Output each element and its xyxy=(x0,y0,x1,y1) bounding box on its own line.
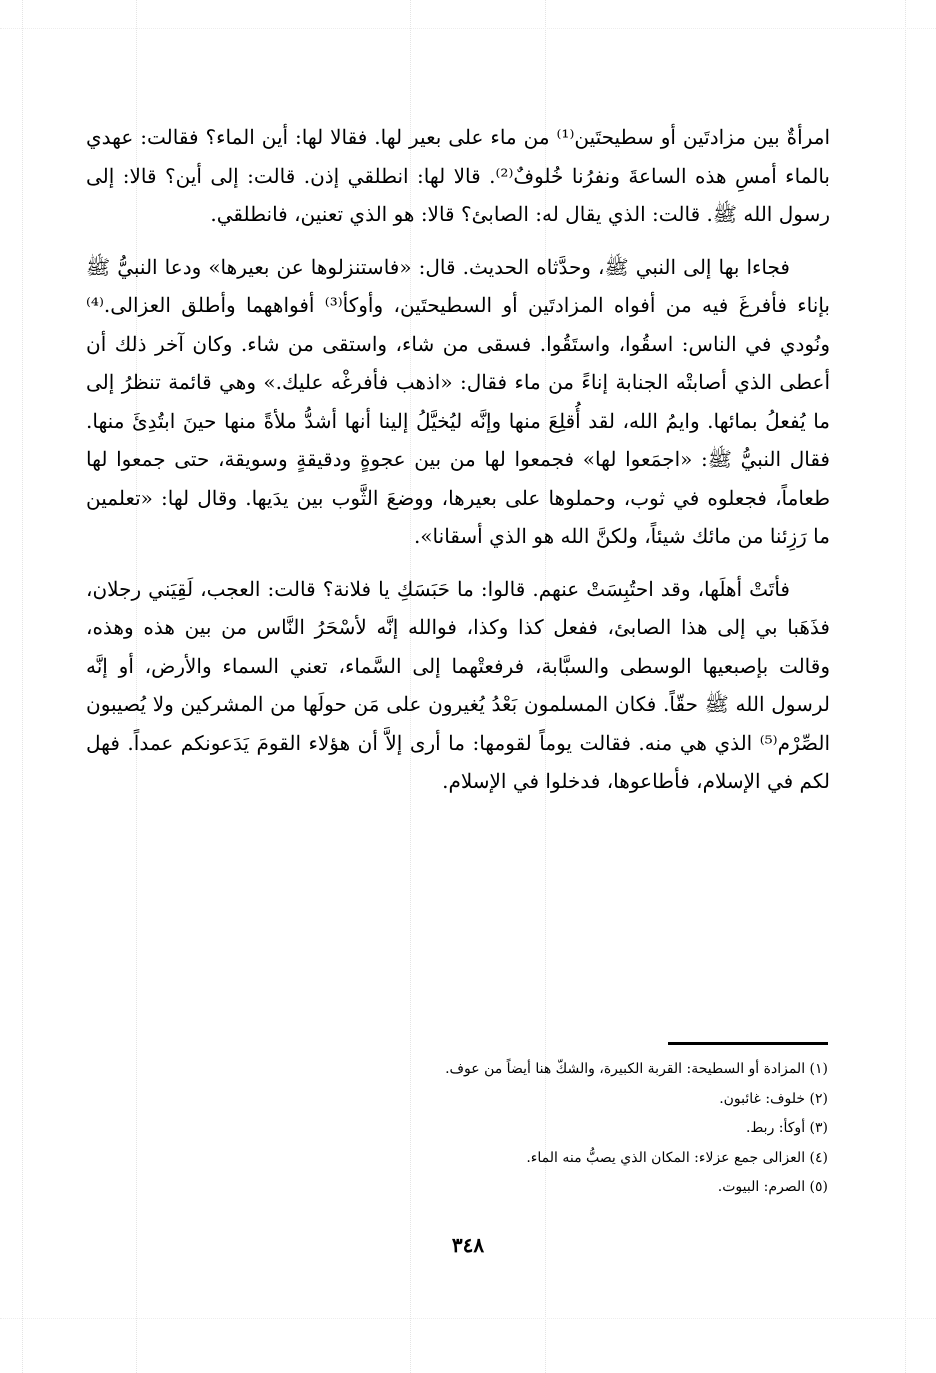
paragraph-1: امرأةٌ بين مزادتَين أو سطيحتَين⁽¹⁾ من ماء على بعير لها. فقالا لها: أين الماء؟ فقالت: عهدي بالماء أمسِ هذه الساعةَ ونفرُنا خُلوفٌ⁽²⁾. قالا لها: انطلقي إذن. قالت: إلى أين؟ قالا: إلى رسول الله ﷺ. قالت: الذي يقال له: الصابئ؟ قالا: هو الذي تعنين، فانطلقي. xyxy=(86,125,830,226)
paragraph-3: فأتَتْ أهلَها، وقد احتُبِسَتْ عنهم. قالوا: ما حَبَسَكِ يا فلانة؟ قالت: العجب، لَقِيَني رجلان، فذَهَبا بي إلى هذا الصابئ، ففعل كذا وكذا، فوالله إنَّه لأسْحَرُ النَّاس من بين هذه وهذه، وقالت بإصبعيها الوسطى والسبَّابة، فرفعتْهما إلى السَّماء، تعني السماء والأرض، أو إنَّه لرسول الله ﷺ حقّاً. فكان المسلمون بَعْدُ يُغيرون على مَن حولَها من المشركين ولا يُصيبون الصِّرْم⁽⁵⁾ الذي هي منه. فقالت يوماً لقومها: ما أرى إلاَّ أن هؤلاء القومَ يَدَعونكم عمداً. فهل لكم في الإسلام، فأطاعوها، فدخلوا في الإسلام. xyxy=(86,576,830,793)
page-number: ٣٤٨ xyxy=(451,1233,485,1257)
body-text xyxy=(86,118,830,801)
scan-artifact-line xyxy=(0,1318,936,1319)
footnote-separator xyxy=(668,1042,828,1045)
footnote-3: (٣) أوكأ: ربط. xyxy=(745,1120,828,1136)
scan-artifact-line xyxy=(0,28,936,29)
footnote-1: (١) المزادة أو السطيحة: القربة الكبيرة، والشكّ هنا أيضاً من عوف. xyxy=(445,1061,828,1077)
footnote-2: (٢) خلوف: غائبون. xyxy=(719,1090,828,1107)
paragraph-2: فجاءا بها إلى النبي ﷺ، وحدَّثاه الحديث. قال: «فاستنزلوها عن بعيرها» ودعا النبيُّ ﷺ بإناء فأفرغَ فيه من أفواه المزادتَين أو السطيحتَين، وأوكأ⁽³⁾ أفواههما وأطلق العزالى.⁽⁴⁾ ونُودي في الناس: اسقُوا، واستَقُوا. فسقى من شاء، واستقى من شاء. وكان آخر ذلك أن أعطى الذي أصابتْه الجنابة إناءً من ماء فقال: «اذهب فأفرغْه عليك.» وهي قائمة تنظرُ إلى ما يُفعلُ بمائها. وايمُ الله، لقد أُقلِعَ منها وإنَّه ليُخيَّلُ إلينا أنها أشدُّ ملأةً منها حينَ ابتُدِئَ منها. فقال النبيُّ ﷺ: «اجمَعوا لها» فجمعوا لها من بين عجوةٍ ودقيقةٍ وسويقة، حتى جمعوا لها طعاماً، فجعلوه في ثوب، وحملوها على بعيرها، ووضعَ الثَّوب بين يدَيها. وقال لها: «تعلمين ما رَزِئنا من مائك شيئاً، ولكنَّ الله هو الذي أسقانا». xyxy=(86,254,830,548)
footnote-4: (٤) العزالى جمع عزلاء: المكان الذي يصبُّ منه الماء. xyxy=(526,1149,828,1166)
footnotes xyxy=(86,1055,828,1203)
scan-artifact-line xyxy=(905,0,906,1373)
scan-artifact-line xyxy=(22,0,23,1373)
footnote-5: (٥) الصرم: البيوت. xyxy=(717,1179,828,1195)
